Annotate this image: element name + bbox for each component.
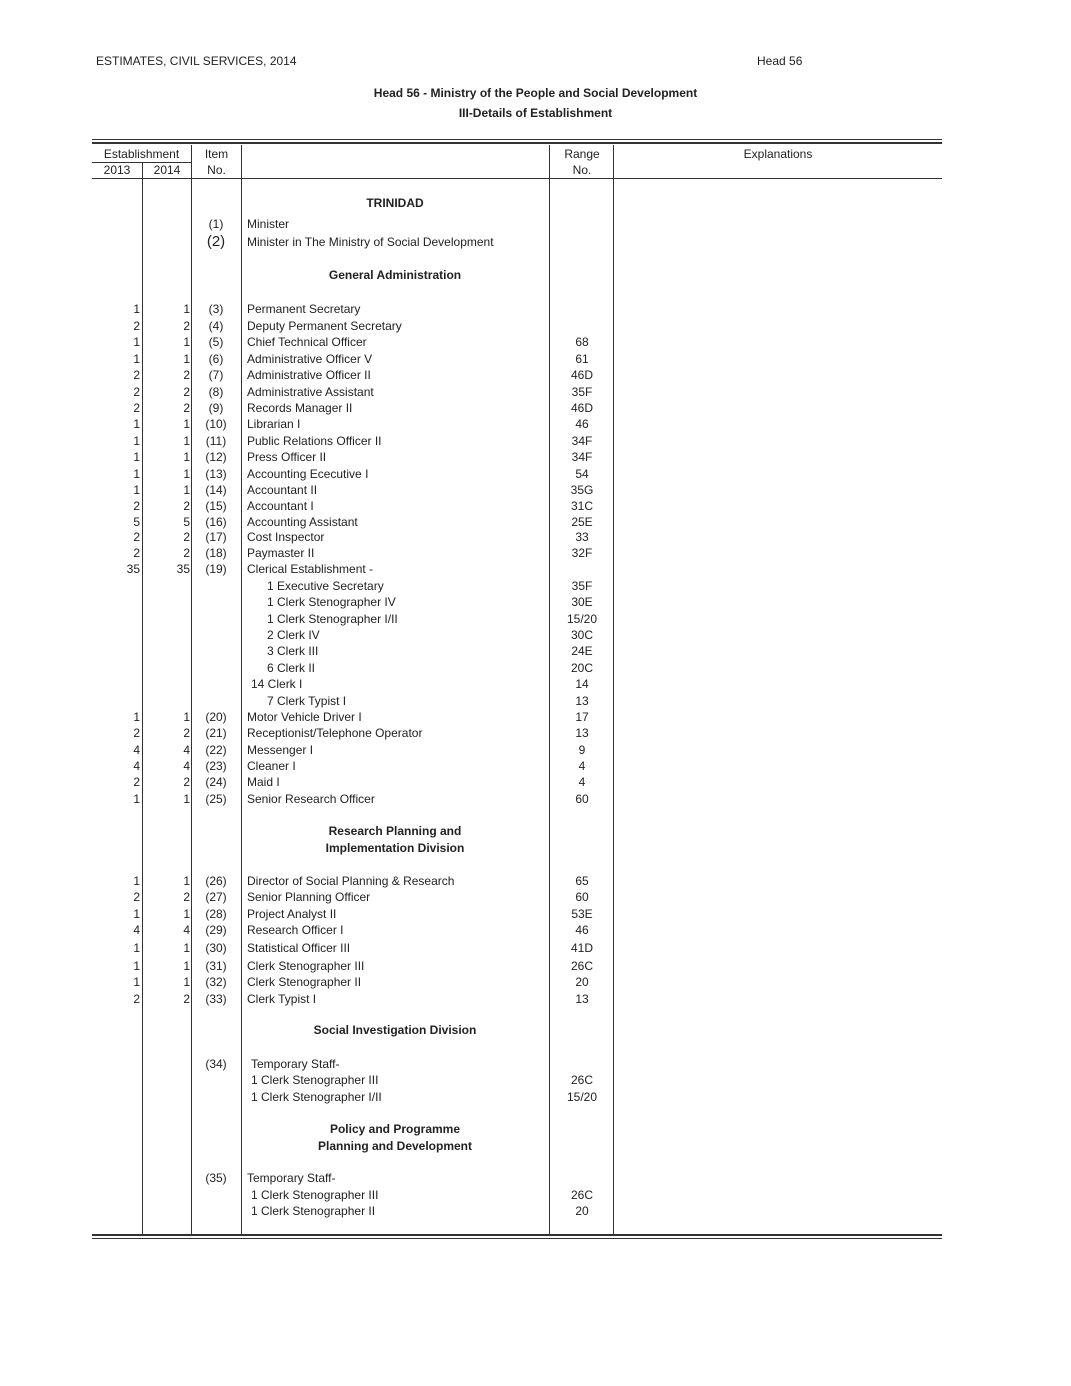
establishment-2013-cell: 2 [133,546,140,560]
establishment-2013-cell: 1 [133,352,140,366]
table-row [92,216,942,232]
section-general-administration: General Administration [328,268,462,282]
establishment-2014-cell: 1 [183,302,190,316]
range-number-cell: 35G [570,483,594,497]
post-title-cell: 1 Executive Secretary [267,579,384,593]
range-number-cell: 54 [575,467,589,481]
item-number-cell: (27) [205,890,227,904]
table-row [92,991,942,1007]
post-title-cell: Minister [247,217,290,231]
post-title-cell: Receptionist/Telephone Operator [247,726,423,740]
item-number-cell: (14) [205,483,227,497]
post-title-cell: Administrative Officer II [247,368,371,382]
item-number-cell: (4) [208,319,224,333]
range-number-cell: 30C [570,628,593,642]
col-header-range: Range [564,147,600,161]
post-title-cell: 3 Clerk III [267,644,319,658]
establishment-2013-cell: 4 [133,923,140,937]
establishment-2013-cell: 1 [133,975,140,989]
range-number-cell: 32F [571,546,593,560]
range-number-cell: 35F [571,579,593,593]
establishment-2013-cell: 1 [133,417,140,431]
table-row [92,384,942,400]
running-header-left: ESTIMATES, CIVIL SERVICES, 2014 [96,54,297,68]
page-subtitle: III-Details of Establishment [458,106,613,120]
establishment-2014-cell: 1 [183,483,190,497]
post-title-cell: Clerk Stenographer II [247,975,362,989]
page-title: Head 56 - Ministry of the People and Social Development [373,86,698,100]
establishment-2014-cell: 1 [183,975,190,989]
post-title-cell: Senior Planning Officer [247,890,371,904]
item-number-cell: (29) [205,923,227,937]
item-number-cell: (2) [206,233,226,250]
post-title-cell: Press Officer II [247,450,327,464]
col-header-2013: 2013 [103,163,131,177]
col-header-explanations: Explanations [743,147,813,161]
establishment-2013-cell: 35 [126,562,140,576]
establishment-2013-cell: 2 [133,775,140,789]
establishment-2014-cell: 2 [183,499,190,513]
post-title-cell: Temporary Staff- [247,1171,336,1185]
post-title-cell: 7 Clerk Typist I [267,694,347,708]
range-number-cell: 20 [575,975,589,989]
table-row [92,611,942,627]
post-title-cell: Senior Research Officer [247,792,375,806]
establishment-2014-cell: 2 [183,319,190,333]
item-number-cell: (6) [208,352,224,366]
section-research-line2: Implementation Division [325,841,465,855]
table-row [92,334,942,350]
range-number-cell: 31C [570,499,593,513]
range-number-cell: 60 [575,792,589,806]
table-row [92,1187,942,1203]
col-header-item-no: No. [207,163,226,177]
table-row [92,758,942,774]
establishment-2013-cell: 1 [133,450,140,464]
range-number-cell: 4 [578,775,586,789]
item-number-cell: (1) [208,217,224,231]
section-policy-line1: Policy and Programme [329,1122,461,1136]
establishment-2014-cell: 1 [183,417,190,431]
establishment-2014-cell: 2 [183,546,190,560]
table-row [92,433,942,449]
table-row [92,234,942,250]
post-title-cell: 1 Clerk Stenographer III [251,1188,379,1202]
establishment-2014-cell: 4 [183,923,190,937]
section-research-line1: Research Planning and [328,824,462,838]
post-title-cell: Records Manager II [247,401,353,415]
post-title-cell: 1 Clerk Stenographer I/II [267,612,398,626]
table-row [92,400,942,416]
item-number-cell: (11) [205,434,227,448]
item-number-cell: (20) [205,710,227,724]
top-rule-2 [92,142,942,144]
establishment-2014-cell: 4 [183,743,190,757]
post-title-cell: Administrative Assistant [247,385,374,399]
establishment-2013-cell: 4 [133,759,140,773]
establishment-2014-cell: 2 [183,992,190,1006]
establishment-2014-cell: 2 [183,368,190,382]
table-row [92,1072,942,1088]
table-row [92,974,942,990]
table-row [92,351,942,367]
post-title-cell: Research Officer I [247,923,344,937]
table-row [92,627,942,643]
post-title-cell: Director of Social Planning & Research [247,874,455,888]
table-row [92,1203,942,1219]
post-title-cell: Accounting Ececutive I [247,467,369,481]
range-number-cell: 13 [575,694,589,708]
establishment-2014-cell: 1 [183,335,190,349]
establishment-2013-cell: 5 [133,515,140,529]
post-title-cell: 2 Clerk IV [267,628,320,642]
item-number-cell: (33) [205,992,227,1006]
item-number-cell: (7) [208,368,224,382]
table-row [92,416,942,432]
establishment-2013-cell: 1 [133,467,140,481]
establishment-2014-cell: 1 [183,467,190,481]
establishment-2014-cell: 1 [183,959,190,973]
establishment-2013-cell: 1 [133,483,140,497]
item-number-cell: (32) [205,975,227,989]
item-number-cell: (30) [205,941,227,955]
post-title-cell: Public Relations Officer II [247,434,382,448]
table-row [92,709,942,725]
table-row [92,660,942,676]
establishment-2014-cell: 2 [183,775,190,789]
establishment-2014-cell: 1 [183,792,190,806]
establishment-2014-cell: 2 [183,726,190,740]
table-row [92,742,942,758]
establishment-2013-cell: 1 [133,907,140,921]
table-row [92,643,942,659]
range-number-cell: 15/20 [566,612,598,626]
establishment-2013-cell: 2 [133,385,140,399]
table-row [92,498,942,514]
post-title-cell: Cost Inspector [247,530,325,544]
post-title-cell: 1 Clerk Stenographer I/II [251,1090,382,1104]
table-row [92,1089,942,1105]
item-number-cell: (17) [205,530,227,544]
post-title-cell: 1 Clerk Stenographer IV [267,595,396,609]
establishment-2014-cell: 1 [183,710,190,724]
establishment-2013-cell: 2 [133,401,140,415]
range-number-cell: 24E [571,644,593,658]
item-number-cell: (8) [208,385,224,399]
establishment-2013-cell: 2 [133,890,140,904]
range-number-cell: 61 [575,352,589,366]
establishment-2013-cell: 2 [133,368,140,382]
establishment-2013-cell: 1 [133,434,140,448]
table-row [92,906,942,922]
post-title-cell: Clerical Establishment - [247,562,374,576]
bottom-rule-1 [92,1234,942,1236]
running-header-right: Head 56 [757,54,803,68]
item-number-cell: (16) [205,515,227,529]
table-row [92,561,942,577]
range-number-cell: 34F [571,450,593,464]
table-row [92,545,942,561]
range-number-cell: 65 [575,874,589,888]
post-title-cell: Accountant I [247,499,314,513]
table-row [92,367,942,383]
item-number-cell: (15) [205,499,227,513]
item-number-cell: (3) [208,302,224,316]
item-number-cell: (25) [205,792,227,806]
range-number-cell: 4 [578,759,586,773]
post-title-cell: Administrative Officer V [247,352,373,366]
item-number-cell: (31) [205,959,227,973]
range-number-cell: 26C [570,959,593,973]
table-row [92,774,942,790]
establishment-2014-cell: 2 [183,401,190,415]
range-number-cell: 20 [575,1204,589,1218]
item-number-cell: (34) [205,1057,227,1071]
establishment-2013-cell: 1 [133,941,140,955]
post-title-cell: Permanent Secretary [247,302,361,316]
range-number-cell: 13 [575,726,589,740]
post-title-cell: 6 Clerk II [267,661,316,675]
establishment-2013-cell: 1 [133,302,140,316]
establishment-2014-cell: 1 [183,874,190,888]
post-title-cell: 1 Clerk Stenographer II [251,1204,376,1218]
post-title-cell: Clerk Stenographer III [247,959,365,973]
range-number-cell: 35F [571,385,593,399]
range-number-cell: 20C [570,661,593,675]
establishment-2013-cell: 1 [133,710,140,724]
establishment-2014-cell: 1 [183,450,190,464]
table-row [92,482,942,498]
post-title-cell: 1 Clerk Stenographer III [251,1073,379,1087]
col-header-establishment: Establishment [103,147,180,161]
table-row [92,958,942,974]
item-number-cell: (18) [205,546,227,560]
post-title-cell: Deputy Permanent Secretary [247,319,402,333]
range-number-cell: 13 [575,992,589,1006]
establishment-2013-cell: 1 [133,874,140,888]
range-number-cell: 53E [571,907,593,921]
range-number-cell: 46 [575,923,589,937]
item-number-cell: (10) [205,417,227,431]
table-row [92,725,942,741]
table-row [92,889,942,905]
item-number-cell: (23) [205,759,227,773]
post-title-cell: Librarian I [247,417,301,431]
table-row [92,873,942,889]
section-social-investigation: Social Investigation Division [313,1023,477,1037]
table-row [92,791,942,807]
post-title-cell: Maid I [247,775,280,789]
range-number-cell: 41D [570,941,593,955]
establishment-2013-cell: 4 [133,743,140,757]
table-row [92,514,942,530]
post-title-cell: Temporary Staff- [251,1057,340,1071]
establishment-2013-cell: 2 [133,319,140,333]
establishment-2014-cell: 35 [176,562,190,576]
range-number-cell: 34F [571,434,593,448]
table-row [92,940,942,956]
post-title-cell: Statistical Officer III [247,941,351,955]
item-number-cell: (21) [205,726,227,740]
range-number-cell: 46D [570,368,593,382]
table-row [92,529,942,545]
establishment-2013-cell: 2 [133,499,140,513]
table-row [92,693,942,709]
item-number-cell: (22) [205,743,227,757]
post-title-cell: Clerk Typist I [247,992,317,1006]
range-number-cell: 30E [571,595,593,609]
establishment-2013-cell: 2 [133,726,140,740]
range-number-cell: 9 [578,743,586,757]
item-number-cell: (35) [205,1171,227,1185]
establishment-2014-cell: 1 [183,907,190,921]
table-row [92,449,942,465]
establishment-2013-cell: 2 [133,992,140,1006]
table-row [92,594,942,610]
post-title-cell: Chief Technical Officer [247,335,367,349]
col-header-item: Item [204,147,229,161]
range-number-cell: 26C [570,1188,593,1202]
item-number-cell: (19) [205,562,227,576]
post-title-cell: Accountant II [247,483,318,497]
top-rule-1 [92,139,942,140]
item-number-cell: (24) [205,775,227,789]
bottom-rule-2 [92,1238,942,1239]
range-number-cell: 33 [575,530,589,544]
post-title-cell: Motor Vehicle Driver I [247,710,362,724]
section-policy-line2: Planning and Development [317,1139,473,1153]
section-trinidad: TRINIDAD [366,196,424,210]
range-number-cell: 60 [575,890,589,904]
range-number-cell: 68 [575,335,589,349]
header-bottom-rule [92,178,942,179]
post-title-cell: 14 Clerk I [251,677,303,691]
table-row [92,1170,942,1186]
establishment-2013-cell: 1 [133,792,140,806]
establishment-2013-cell: 1 [133,959,140,973]
post-title-cell: Messenger I [247,743,314,757]
table-row [92,318,942,334]
item-number-cell: (26) [205,874,227,888]
range-number-cell: 14 [575,677,589,691]
item-number-cell: (13) [205,467,227,481]
table-row [92,676,942,692]
range-number-cell: 15/20 [566,1090,598,1104]
establishment-2013-cell: 1 [133,335,140,349]
establishment-2014-cell: 1 [183,941,190,955]
establishment-2014-cell: 1 [183,352,190,366]
establishment-2014-cell: 5 [183,515,190,529]
item-number-cell: (9) [208,401,224,415]
range-number-cell: 17 [575,710,589,724]
establishment-2014-cell: 2 [183,530,190,544]
item-number-cell: (28) [205,907,227,921]
establishment-2014-cell: 2 [183,385,190,399]
col-header-range-no: No. [572,163,592,177]
table-row [92,301,942,317]
post-title-cell: Accounting Assistant [247,515,358,529]
item-number-cell: (5) [208,335,224,349]
establishment-2014-cell: 4 [183,759,190,773]
table-row [92,1056,942,1072]
post-title-cell: Paymaster II [247,546,315,560]
range-number-cell: 25E [571,515,593,529]
range-number-cell: 46D [570,401,593,415]
establishment-2014-cell: 1 [183,434,190,448]
post-title-cell: Project Analyst II [247,907,337,921]
table-row [92,466,942,482]
table-row [92,922,942,938]
range-number-cell: 46 [575,417,589,431]
post-title-cell: Cleaner I [247,759,296,773]
post-title-cell: Minister in The Ministry of Social Development [247,235,494,249]
table-row [92,578,942,594]
establishment-2014-cell: 2 [183,890,190,904]
col-header-2014: 2014 [153,163,181,177]
establishment-2013-cell: 2 [133,530,140,544]
range-number-cell: 26C [570,1073,593,1087]
item-number-cell: (12) [205,450,227,464]
